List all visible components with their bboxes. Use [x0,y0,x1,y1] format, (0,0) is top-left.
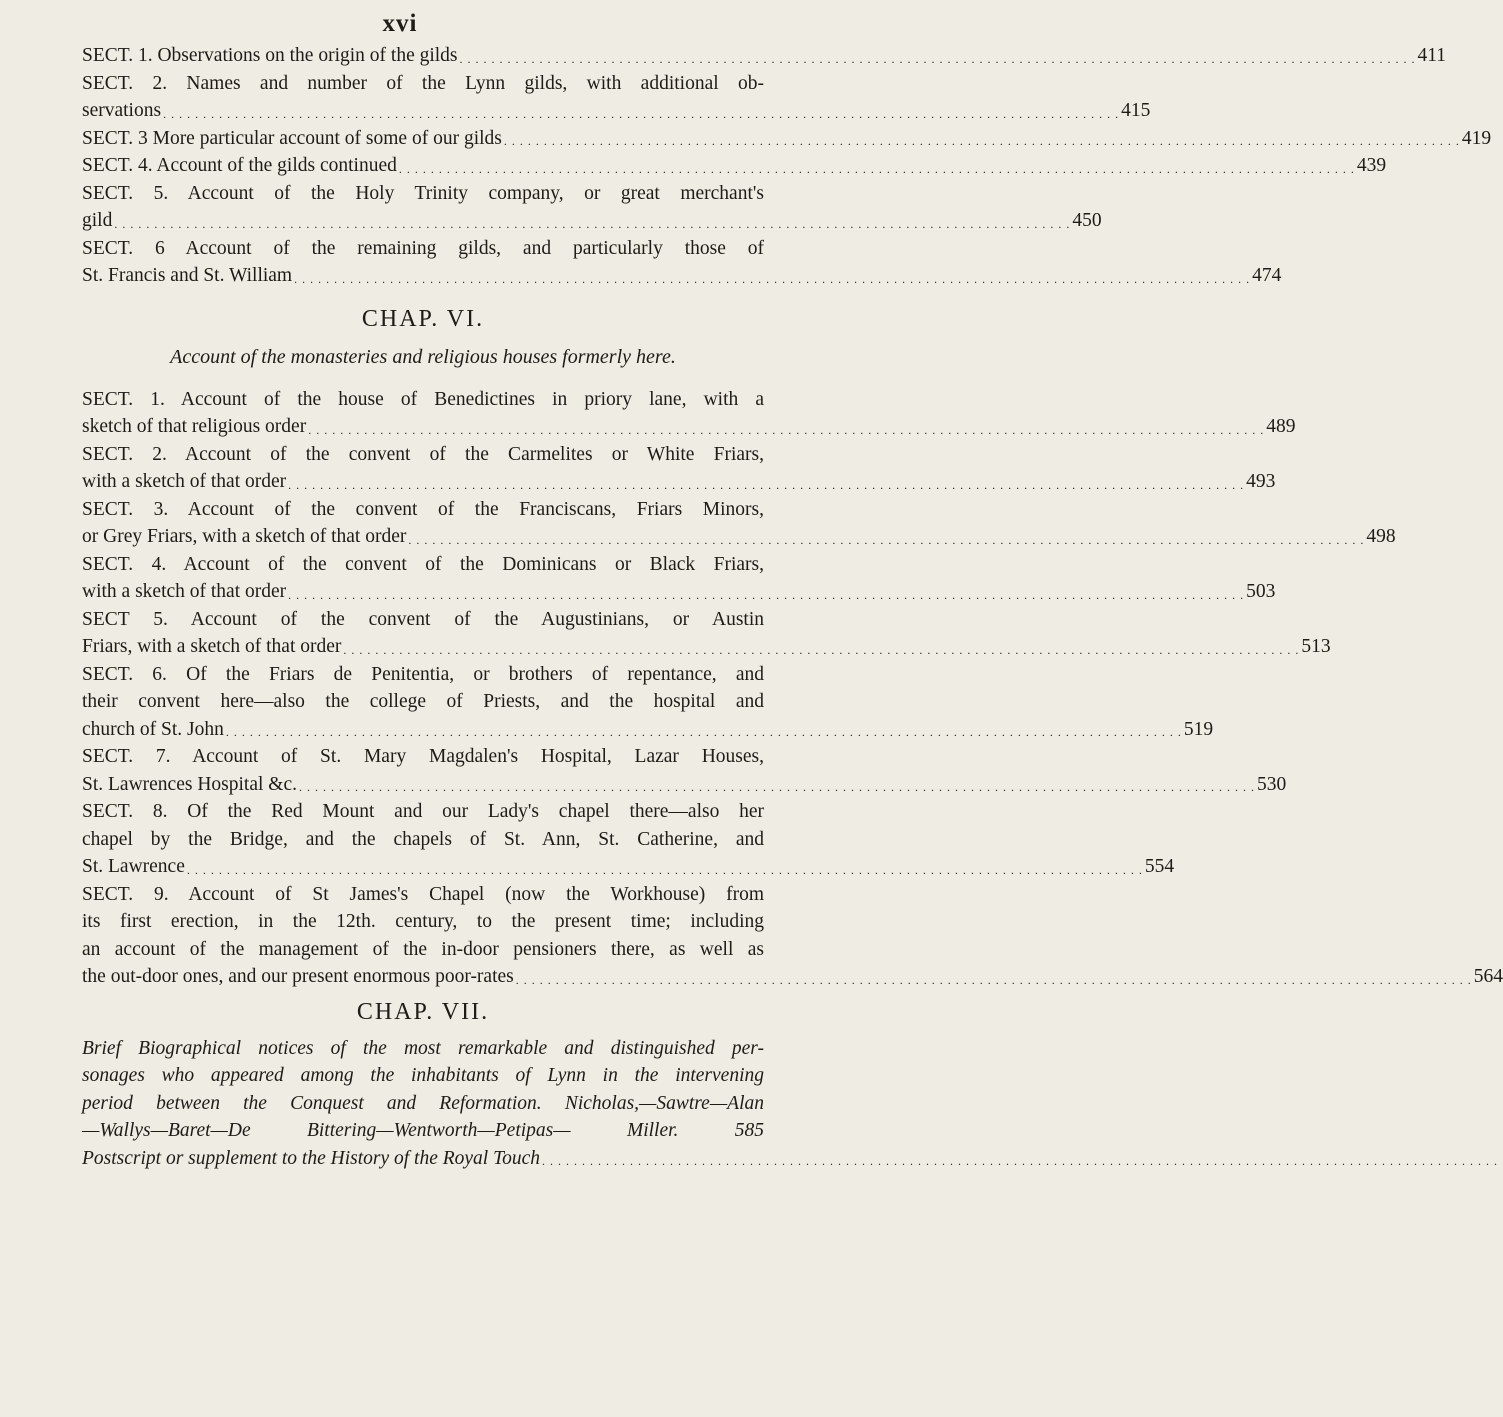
dot-leader: . . . . . . . . . . . . . . . . . . . . . . . . . . . . . . . . . . . . . . . . . . . . . . . . . . . . . . . . . . . . . . . . . . . . . . . . . . . . . . . . . . . . . . . . . . . . . . . . . . . . . . . . . . . . . . . . . . . . . . . . [408,532,1365,547]
toc-entry [82,743,1287,798]
page-ref: 450 [1072,210,1102,231]
page-ref: 519 [1183,718,1214,740]
chapter-title: CHAP. VI. [361,305,485,332]
table-of-contents [82,42,1503,1172]
toc-entry [82,551,1276,606]
toc-entry [82,606,1331,661]
entry-text: SECT. 2. Account of the convent of the Carmelites or White Friars, [82,443,764,465]
toc-entry [82,42,1447,70]
dot-leader: . . . . . . . . . . . . . . . . . . . . . . . . . . . . . . . . . . . . . . . . . . . . . . . . . . . . . . . . . . . . . . . . . . . . . . . . . . . . . . . . . . . . . . . . . . . . . . . . . . . . . . . . . . . . . . . . . . . . . . . . [308,422,1265,437]
page-ref: 474 [1252,265,1282,286]
dot-leader: . . . . . . . . . . . . . . . . . . . . . . . . . . . . . . . . . . . . . . . . . . . . . . . . . . . . . . . . . . . . . . . . . . . . . . . . . . . . . . . . . . . . . . . . . . . . . . . . . . . . . . . . . . . . . . . . . . . . . . . . [542,1154,1499,1168]
entry-text: with a sketch of that order [82,471,287,492]
spacer [82,290,764,298]
page-ref: 503 [1246,581,1276,602]
entry-text: gild [82,210,113,231]
dot-leader: . . . . . . . . . . . . . . . . . . . . . . . . . . . . . . . . . . . . . . . . . . . . . . . . . . . . . . . . . . . . . . . . . . . . . . . . . . . . . . . . . . . . . . . . . . . . . . . . . . . . . . . . . . . . . . . . . . . . . . . . [288,587,1245,602]
toc-entry [82,496,1396,551]
chapter-title: CHAP. VII. [356,998,490,1025]
page-ref: 554 [1144,856,1175,877]
entry-text: SECT. 3 More particular account of some of our gilds [82,127,502,149]
entry-text: —Wallys—Baret—De Bittering—Wentworth—Petipas— Miller. 585 [82,1120,764,1141]
entry-text: with a sketch of that order [82,581,287,602]
dot-leader: . . . . . . . . . . . . . . . . . . . . . . . . . . . . . . . . . . . . . . . . . . . . . . . . . . . . . . . . . . . . . . . . . . . . . . . . . . . . . . . . . . . . . . . . . . . . . . . . . . . . . . . . . . . . . . . . . . . . . . . . [299,780,1255,794]
dot-leader: . . . . . . . . . . . . . . . . . . . . . . . . . . . . . . . . . . . . . . . . . . . . . . . . . . . . . . . . . . . . . . . . . . . . . . . . . . . . . . . . . . . . . . . . . . . . . . . . . . . . . . . . . . . . . . . . . . . . . . . . [288,477,1245,492]
entry-text: St. Lawrences Hospital &c. [82,773,297,795]
toc-entry [82,70,1151,125]
toc-entry [82,661,1214,744]
toc-entry [82,1145,1499,1173]
toc-entry [82,235,1282,290]
entry-text: Postscript or supplement to the History of the Royal Touch [82,1147,541,1169]
entry-text: their convent here—also the college of Priests, and the hospital and [82,691,764,712]
entry-text: church of St. John [82,718,224,740]
chapter-caption: Account of the monasteries and religious houses formerly here. [170,345,676,368]
dot-leader: . . . . . . . . . . . . . . . . . . . . . . . . . . . . . . . . . . . . . . . . . . . . . . . . . . . . . . . . . . . . . . . . . . . . . . . . . . . . . . . . . . . . . . . . . . . . . . . . . . . . . . . . . . . . . . . . . . . . . . . . [398,161,1355,176]
entry-text: SECT. 3. Account of the convent of the Franciscans, Friars Minors, [82,498,764,520]
page-ref: 530 [1257,773,1287,795]
page-ref: 415 [1121,100,1151,121]
toc-entry [82,441,1276,496]
entry-text: SECT. 4. Account of the gilds continued [82,155,397,176]
entry-text: SECT 5. Account of the convent of the Augustinians, or Austin [82,608,764,630]
entry-text: Friars, with a sketch of that order [82,636,342,657]
toc-entry [82,152,1387,180]
dot-leader: . . . . . . . . . . . . . . . . . . . . . . . . . . . . . . . . . . . . . . . . . . . . . . . . . . . . . . . . . . . . . . . . . . . . . . . . . . . . . . . . . . . . . . . . . . . . . . . . . . . . . . . . . . . . . . . . . . . . . . . . [503,134,1460,148]
page-ref: 493 [1246,471,1276,492]
dot-leader: . . . . . . . . . . . . . . . . . . . . . . . . . . . . . . . . . . . . . . . . . . . . . . . . . . . . . . . . . . . . . . . . . . . . . . . . . . . . . . . . . . . . . . . . . . . . . . . . . . . . . . . . . . . . . . . . . . . . . . . . [459,51,1416,66]
entry-text: St. Lawrence [82,856,185,877]
entry-text: servations [82,100,162,121]
toc-entry [82,386,1296,441]
page-number: xvi [382,10,418,37]
toc-entry [82,881,1503,991]
entry-text: SECT. 7. Account of St. Mary Magdalen's Hospital, Lazar Houses, [82,746,764,767]
dot-leader: . . . . . . . . . . . . . . . . . . . . . . . . . . . . . . . . . . . . . . . . . . . . . . . . . . . . . . . . . . . . . . . . . . . . . . . . . . . . . . . . . . . . . . . . . . . . . . . . . . . . . . . . . . . . . . . . . . . . . . . . [114,216,1071,231]
entry-text: sketch of that religious order [82,416,307,437]
entry-text: sonages who appeared among the inhabitants of Lynn in the intervening [82,1065,764,1086]
entry-text: or Grey Friars, with a sketch of that order [82,526,407,547]
dot-leader: . . . . . . . . . . . . . . . . . . . . . . . . . . . . . . . . . . . . . . . . . . . . . . . . . . . . . . . . . . . . . . . . . . . . . . . . . . . . . . . . . . . . . . . . . . . . . . . . . . . . . . . . . . . . . . . . . . . . . . . . [163,106,1120,121]
entry-text: SECT. 9. Account of St James's Chapel (now the Workhouse) from [82,883,764,905]
entry-text: the out-door ones, and our present enormous poor-rates [82,966,514,987]
dot-leader: . . . . . . . . . . . . . . . . . . . . . . . . . . . . . . . . . . . . . . . . . . . . . . . . . . . . . . . . . . . . . . . . . . . . . . . . . . . . . . . . . . . . . . . . . . . . . . . . . . . . . . . . . . . . . . . . . . . . . . . . [515,972,1472,987]
page-ref: 498 [1366,526,1396,547]
entry-text: SECT. 5. Account of the Holy Trinity company, or great merchant's [82,182,764,204]
toc-entry [82,180,1102,235]
dot-leader: . . . . . . . . . . . . . . . . . . . . . . . . . . . . . . . . . . . . . . . . . . . . . . . . . . . . . . . . . . . . . . . . . . . . . . . . . . . . . . . . . . . . . . . . . . . . . . . . . . . . . . . . . . . . . . . . . . . . . . . . [294,271,1251,286]
page-ref: 513 [1301,636,1331,657]
entry-text: period between the Conquest and Reformation. Nicholas,—Sawtre—Alan [82,1092,764,1114]
page-ref: 411 [1417,45,1447,66]
entry-text: an account of the management of the in-door pensioners there, as well as [82,938,764,960]
dot-leader: . . . . . . . . . . . . . . . . . . . . . . . . . . . . . . . . . . . . . . . . . . . . . . . . . . . . . . . . . . . . . . . . . . . . . . . . . . . . . . . . . . . . . . . . . . . . . . . . . . . . . . . . . . . . . . . . . . . . . . . . [186,862,1143,877]
toc-entry [82,798,1175,881]
entry-text: Brief Biographical notices of the most remarkable and distinguished per- [82,1037,764,1059]
page-ref: 489 [1266,416,1296,437]
entry-text: SECT. 6. Of the Friars de Penitentia, or brothers of repentance, and [82,663,764,685]
entry-text: SECT. 6 Account of the remaining gilds, and particularly those of [82,237,764,259]
entry-text: SECT. 4. Account of the convent of the Dominicans or Black Friars, [82,553,764,575]
page-ref: 564 [1473,966,1503,987]
entry-text: SECT. 2. Names and number of the Lynn gilds, with additional ob- [82,72,764,94]
toc-entry [82,1035,764,1145]
entry-text: its first erection, in the 12th. century, to the present time; including [82,911,764,932]
dot-leader: . . . . . . . . . . . . . . . . . . . . . . . . . . . . . . . . . . . . . . . . . . . . . . . . . . . . . . . . . . . . . . . . . . . . . . . . . . . . . . . . . . . . . . . . . . . . . . . . . . . . . . . . . . . . . . . . . . . . . . . . [343,642,1300,657]
page-ref: 439 [1356,155,1387,176]
entry-text: SECT. 1. Account of the house of Benedictines in priory lane, with a [82,388,764,410]
toc-entry [82,125,1492,153]
entry-text: SECT. 8. Of the Red Mount and our Lady's chapel there—also her [82,801,764,822]
entry-text: chapel by the Bridge, and the chapels of St. Ann, St. Catherine, and [82,828,764,850]
dot-leader: . . . . . . . . . . . . . . . . . . . . . . . . . . . . . . . . . . . . . . . . . . . . . . . . . . . . . . . . . . . . . . . . . . . . . . . . . . . . . . . . . . . . . . . . . . . . . . . . . . . . . . . . . . . . . . . . . . . . . . . . [225,725,1182,739]
entry-text: SECT. 1. Observations on the origin of the gilds [82,45,458,66]
entry-text: St. Francis and St. William [82,265,293,286]
page-ref: 419 [1461,127,1492,149]
